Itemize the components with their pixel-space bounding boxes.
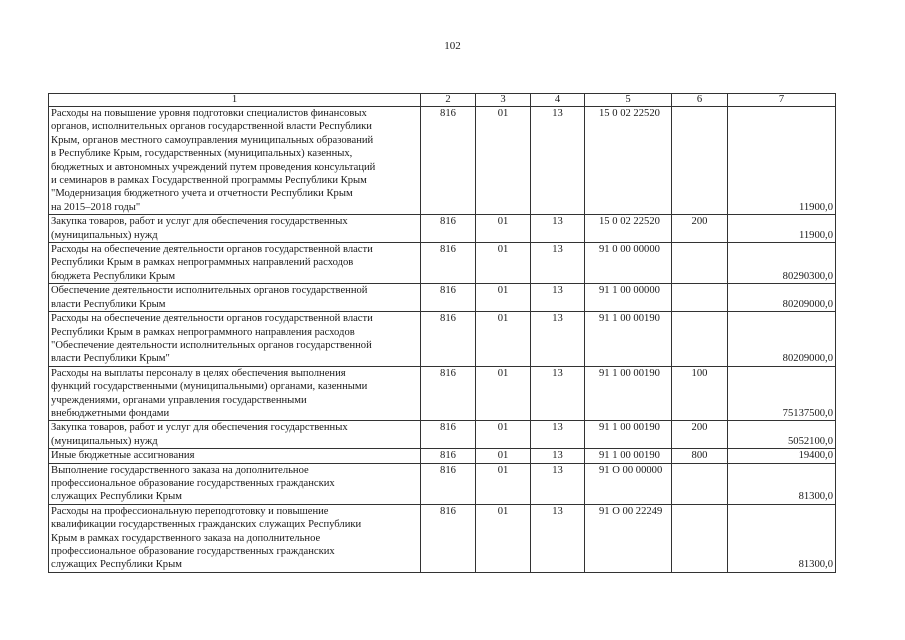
header-cell-7: 7 [728, 94, 836, 107]
page-number: 102 [444, 40, 461, 52]
code-6-cell [672, 463, 728, 504]
header-cell-5: 5 [585, 94, 672, 107]
code-2-cell: 816 [421, 449, 476, 463]
code-6-cell [672, 312, 728, 367]
header-cell-3: 3 [476, 94, 531, 107]
amount-cell: 19400,0 [728, 449, 836, 463]
description-cell: Расходы на обеспечение деятельности органов государственной власти Республики Крым в рамках непрограммных направлений расходов бюджета Республики Крым [49, 243, 421, 284]
description-cell: Иные бюджетные ассигнования [49, 449, 421, 463]
table-row [49, 243, 836, 284]
description-cell: Расходы на повышение уровня подготовки специалистов финансовых органов, исполнительных органов государственной власти Республики Крым, органов местного самоуправления муниципальных образований в Республике Крым, государственных (муниципальных) казенных, бюджетных и автономных учреждений путем проведения консультаций и семинаров в рамках Государственной программы Республики Крым "Модернизация бюджетного учета и отчетности Республики Крым на 2015–2018 годы" [49, 107, 421, 215]
description-cell: Расходы на выплаты персоналу в целях обеспечения выполнения функций государственными (муниципальными) органами, казенными учреждениями, органами управления государственными внебюджетными фондами [49, 366, 421, 421]
code-4-cell: 13 [531, 215, 585, 243]
code-3-cell: 01 [476, 366, 531, 421]
table-row [49, 449, 836, 463]
code-2-cell: 816 [421, 215, 476, 243]
code-2-cell: 816 [421, 107, 476, 215]
code-4-cell: 13 [531, 312, 585, 367]
code-4-cell: 13 [531, 421, 585, 449]
table-row [49, 504, 836, 572]
code-6-cell: 200 [672, 215, 728, 243]
code-3-cell: 01 [476, 284, 531, 312]
code-5-cell: 91 1 00 00190 [585, 366, 672, 421]
code-5-cell: 91 1 00 00000 [585, 284, 672, 312]
budget-table [48, 93, 836, 573]
table-row [49, 284, 836, 312]
code-5-cell: 91 О 00 22249 [585, 504, 672, 572]
header-cell-2: 2 [421, 94, 476, 107]
code-4-cell: 13 [531, 449, 585, 463]
code-4-cell: 13 [531, 463, 585, 504]
description-cell: Закупка товаров, работ и услуг для обеспечения государственных (муниципальных) нужд [49, 215, 421, 243]
code-3-cell: 01 [476, 243, 531, 284]
description-cell: Расходы на обеспечение деятельности органов государственной власти Республики Крым в рамках непрограммного направления расходов "Обеспечение деятельности исполнительных органов государственной власти Республики Крым" [49, 312, 421, 367]
table-header-row [49, 94, 836, 107]
code-4-cell: 13 [531, 107, 585, 215]
description-cell: Обеспечение деятельности исполнительных органов государственной власти Республики Крым [49, 284, 421, 312]
description-cell: Закупка товаров, работ и услуг для обеспечения государственных (муниципальных) нужд [49, 421, 421, 449]
code-4-cell: 13 [531, 284, 585, 312]
code-3-cell: 01 [476, 504, 531, 572]
code-6-cell: 200 [672, 421, 728, 449]
amount-cell: 11900,0 [728, 215, 836, 243]
code-6-cell [672, 243, 728, 284]
amount-cell: 81300,0 [728, 463, 836, 504]
code-6-cell [672, 504, 728, 572]
code-2-cell: 816 [421, 243, 476, 284]
code-3-cell: 01 [476, 463, 531, 504]
table-row [49, 463, 836, 504]
description-cell: Выполнение государственного заказа на дополнительное профессиональное образование государственных гражданских служащих Республики Крым [49, 463, 421, 504]
code-5-cell: 91 0 00 00000 [585, 243, 672, 284]
description-cell: Расходы на профессиональную переподготовку и повышение квалификации государственных гражданских служащих Республики Крым в рамках государственного заказа на дополнительное профессиональное образование государственных гражданских служащих Республики Крым [49, 504, 421, 572]
amount-cell: 80209000,0 [728, 284, 836, 312]
amount-cell: 80290300,0 [728, 243, 836, 284]
code-4-cell: 13 [531, 243, 585, 284]
code-5-cell: 91 1 00 00190 [585, 449, 672, 463]
code-6-cell: 800 [672, 449, 728, 463]
table-row [49, 215, 836, 243]
amount-cell: 75137500,0 [728, 366, 836, 421]
header-cell-6: 6 [672, 94, 728, 107]
code-4-cell: 13 [531, 504, 585, 572]
code-5-cell: 15 0 02 22520 [585, 107, 672, 215]
table-row [49, 421, 836, 449]
table-row [49, 312, 836, 367]
code-2-cell: 816 [421, 284, 476, 312]
amount-cell: 5052100,0 [728, 421, 836, 449]
code-2-cell: 816 [421, 504, 476, 572]
code-2-cell: 816 [421, 366, 476, 421]
code-5-cell: 91 1 00 00190 [585, 421, 672, 449]
code-6-cell [672, 284, 728, 312]
code-3-cell: 01 [476, 107, 531, 215]
table-row [49, 366, 836, 421]
code-2-cell: 816 [421, 312, 476, 367]
amount-cell: 80209000,0 [728, 312, 836, 367]
code-5-cell: 91 1 00 00190 [585, 312, 672, 367]
code-5-cell: 91 О 00 00000 [585, 463, 672, 504]
code-2-cell: 816 [421, 421, 476, 449]
code-6-cell [672, 107, 728, 215]
code-3-cell: 01 [476, 312, 531, 367]
header-cell-4: 4 [531, 94, 585, 107]
amount-cell: 81300,0 [728, 504, 836, 572]
amount-cell: 11900,0 [728, 107, 836, 215]
code-4-cell: 13 [531, 366, 585, 421]
header-cell-1: 1 [49, 94, 421, 107]
code-5-cell: 15 0 02 22520 [585, 215, 672, 243]
code-6-cell: 100 [672, 366, 728, 421]
code-2-cell: 816 [421, 463, 476, 504]
code-3-cell: 01 [476, 449, 531, 463]
code-3-cell: 01 [476, 215, 531, 243]
table-row [49, 107, 836, 215]
code-3-cell: 01 [476, 421, 531, 449]
